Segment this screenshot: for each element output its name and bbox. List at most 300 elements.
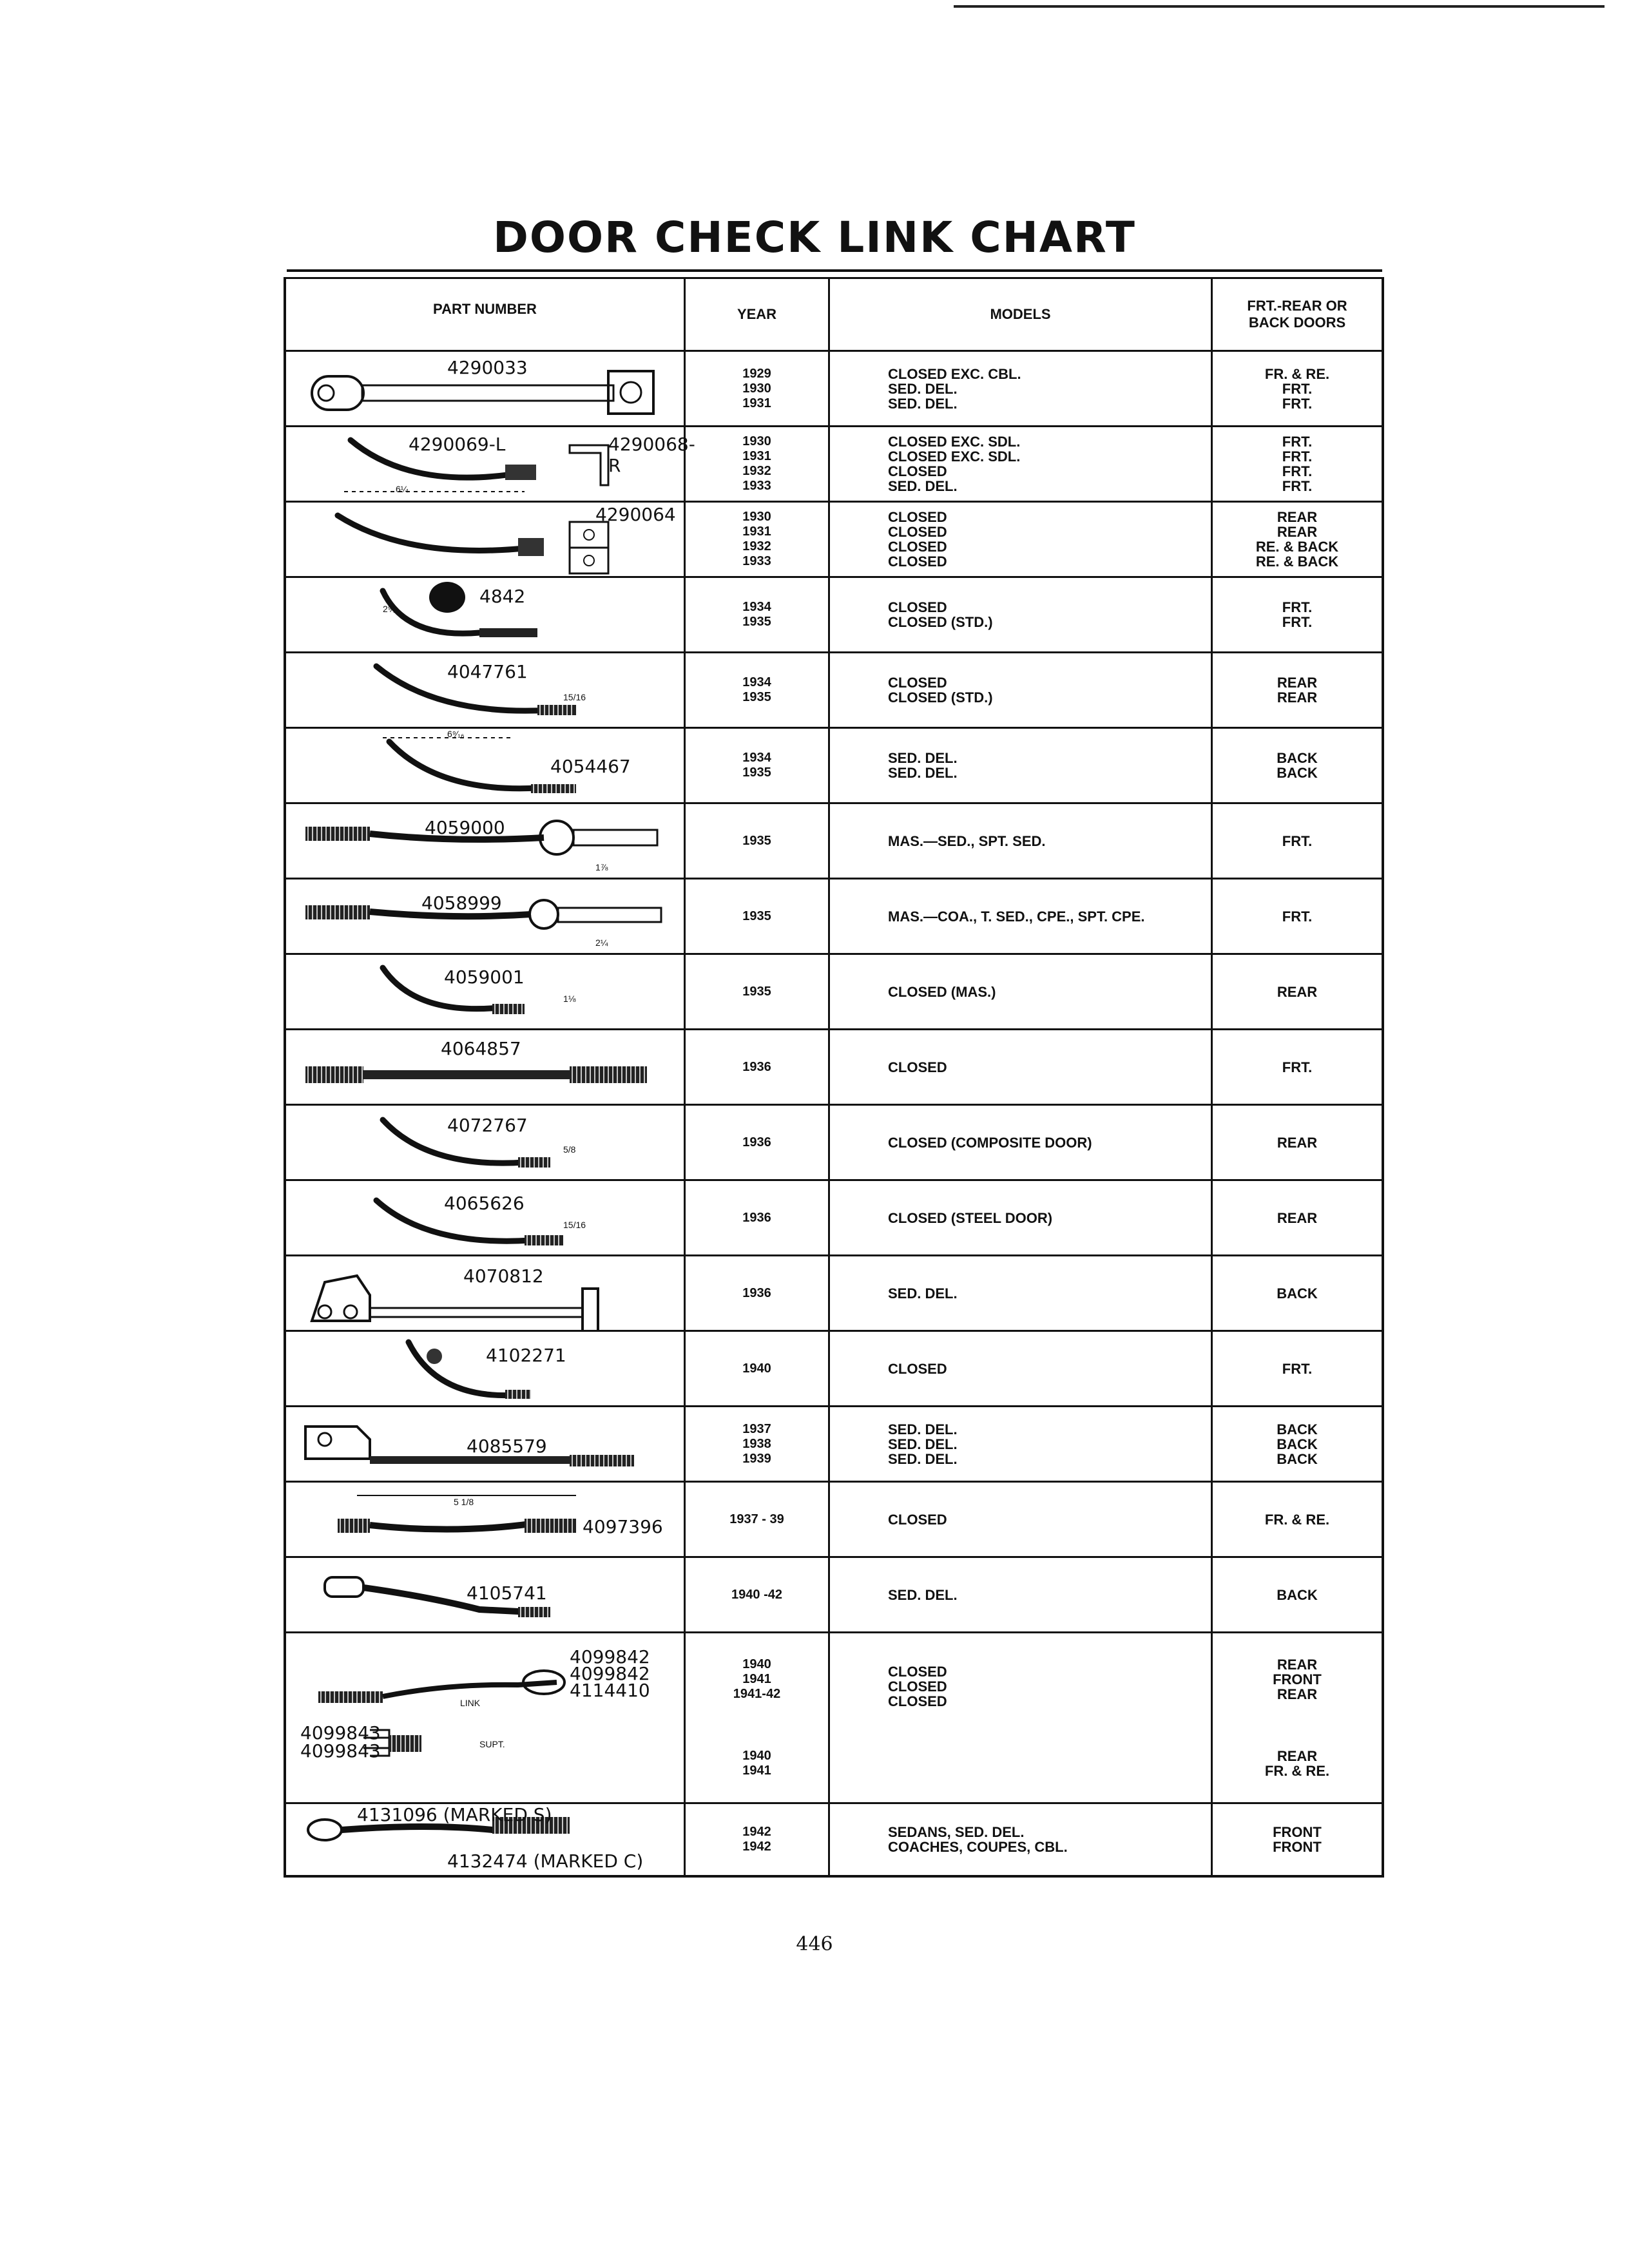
year-value: 1930 xyxy=(742,381,771,396)
models-cell xyxy=(830,352,1213,425)
doors-value: REAR xyxy=(1277,675,1318,691)
models-cell xyxy=(830,1633,1213,1802)
year-value: 1936 xyxy=(742,1285,771,1300)
model-value: CLOSED xyxy=(888,1360,947,1377)
model-value: CLOSED EXC. CBL. xyxy=(888,365,1021,382)
doors-value: BACK xyxy=(1277,1450,1318,1467)
model-value: CLOSED xyxy=(888,509,947,525)
year-value: 1934 xyxy=(742,675,771,689)
table-row xyxy=(286,878,1382,953)
part-number: 4290033 xyxy=(447,357,528,378)
top-rule xyxy=(954,5,1605,8)
doors-cell xyxy=(1213,1106,1382,1179)
part-number: 4059000 xyxy=(425,817,505,838)
year-cell xyxy=(686,1256,830,1330)
link-doors: FRONT xyxy=(1273,1671,1322,1687)
year-value: 1930 xyxy=(742,434,771,448)
model-value-stack xyxy=(830,1422,1211,1466)
model-value-stack xyxy=(830,1211,1211,1225)
part-number: 4842 xyxy=(479,586,526,607)
year-value-stack xyxy=(742,600,771,629)
header-models: MODELS xyxy=(830,279,1213,350)
doors-cell xyxy=(1213,879,1382,953)
r-bracket xyxy=(570,445,608,485)
model-value: SED. DEL. xyxy=(888,478,958,494)
part-number: 4047761 xyxy=(447,661,528,682)
link-eye xyxy=(312,376,363,410)
year-value: 1942 xyxy=(742,1840,771,1854)
part-number: 4065626 xyxy=(444,1193,525,1214)
doors-value-stack xyxy=(1277,1422,1318,1466)
model-value: MAS.—SED., SPT. SED. xyxy=(888,832,1046,849)
support-year: 1940 xyxy=(742,1749,771,1763)
model-value: SED. DEL. xyxy=(888,1450,958,1467)
part-number: 4064857 xyxy=(441,1038,521,1059)
threaded-end xyxy=(505,1390,531,1399)
table-body xyxy=(286,350,1382,1875)
year-value: 1942 xyxy=(742,1825,771,1839)
model-value: SEDANS, SED. DEL. xyxy=(888,1824,1025,1840)
table-row xyxy=(286,425,1382,501)
table-row xyxy=(286,1179,1382,1254)
model-value-stack xyxy=(830,1286,1211,1301)
year-cell xyxy=(686,804,830,878)
year-value: 1935 xyxy=(742,690,771,704)
year-value-stack xyxy=(742,675,771,705)
model-value: SED. DEL. xyxy=(888,395,958,412)
year-value-stack xyxy=(742,434,771,494)
year-value-stack xyxy=(742,1286,771,1301)
doors-value: FRT. xyxy=(1282,1059,1313,1075)
part-number: 4070812 xyxy=(463,1265,544,1287)
doors-cell xyxy=(1213,729,1382,802)
stud xyxy=(574,830,657,845)
year-cell xyxy=(686,653,830,727)
doors-value: REAR xyxy=(1277,983,1318,1000)
link-doors: REAR xyxy=(1277,1656,1318,1673)
model-value: CLOSED xyxy=(888,1511,947,1528)
table-row xyxy=(286,576,1382,651)
year-value: 1934 xyxy=(742,600,771,614)
doors-value: FR. & RE. xyxy=(1264,1511,1330,1528)
doors-value-stack xyxy=(1277,985,1317,999)
doors-value: REAR xyxy=(1277,689,1318,706)
year-value: 1935 xyxy=(742,984,771,999)
doors-value-stack xyxy=(1265,1512,1329,1527)
year-value-stack xyxy=(742,751,771,780)
models-cell xyxy=(830,578,1213,651)
year-value-stack xyxy=(742,1825,771,1854)
support-label: SUPT. xyxy=(479,1739,505,1749)
doors-value: REAR xyxy=(1277,524,1318,540)
year-cell xyxy=(686,955,830,1028)
part-drawing xyxy=(286,1332,686,1405)
year-value: 1935 xyxy=(742,833,771,848)
table-row xyxy=(286,802,1382,878)
model-value: SED. DEL. xyxy=(888,380,958,397)
year-cell xyxy=(686,578,830,651)
dimension-label: 15/16 xyxy=(563,1220,586,1230)
part-drawing xyxy=(286,879,686,953)
year-value: 1931 xyxy=(742,396,771,410)
doors-value: FRT. xyxy=(1282,434,1313,450)
part-number: 4105741 xyxy=(467,1582,547,1604)
bracket-hole xyxy=(621,382,641,403)
doors-value: BACK xyxy=(1277,765,1318,781)
table-row xyxy=(286,1556,1382,1631)
year-value: 1936 xyxy=(742,1135,771,1149)
part-number: 4290069-L xyxy=(409,434,506,455)
model-value-stack xyxy=(830,1512,1211,1527)
doors-value-stack xyxy=(1282,909,1312,924)
plate-hole xyxy=(584,530,594,540)
models-cell xyxy=(830,955,1213,1028)
table-row xyxy=(286,1254,1382,1330)
link-model: CLOSED xyxy=(888,1664,947,1680)
dimension-label: 15/16 xyxy=(563,692,586,702)
models-cell xyxy=(830,1106,1213,1179)
link-label: LINK xyxy=(460,1698,481,1708)
model-value-stack xyxy=(830,600,1211,629)
model-value: CLOSED xyxy=(888,553,947,570)
table-row xyxy=(286,953,1382,1028)
model-value: CLOSED (STEEL DOOR) xyxy=(888,1209,1053,1226)
rod-fitting xyxy=(427,1349,442,1364)
door-check-link-table xyxy=(284,277,1384,1878)
link-bar xyxy=(370,1308,583,1317)
part-number: 4054467 xyxy=(550,756,631,777)
table-row xyxy=(286,350,1382,425)
link-model-stack xyxy=(830,1664,1211,1709)
support-year: 1941 xyxy=(742,1763,771,1778)
year-value: 1935 xyxy=(742,765,771,780)
model-value: CLOSED xyxy=(888,539,947,555)
doors-value: BACK xyxy=(1277,1421,1318,1437)
part-cell xyxy=(286,879,686,953)
part-cell xyxy=(286,1558,686,1631)
year-cell xyxy=(686,1106,830,1179)
year-value: 1940 -42 xyxy=(731,1587,782,1602)
part-cell xyxy=(286,1181,686,1254)
model-value: CLOSED xyxy=(888,524,947,540)
page-title: DOOR CHECK LINK CHART xyxy=(493,213,1136,262)
dimension-label: 2¼ xyxy=(595,937,608,948)
doors-value: BACK xyxy=(1277,1586,1318,1603)
rod-body xyxy=(363,1070,576,1079)
doors-value: FRT. xyxy=(1282,448,1313,465)
model-value: CLOSED (MAS.) xyxy=(888,983,996,1000)
doors-value-stack xyxy=(1277,1588,1318,1602)
link-year-stack xyxy=(733,1657,780,1702)
models-cell xyxy=(830,1407,1213,1481)
header-year: YEAR xyxy=(686,279,830,350)
model-value-stack xyxy=(830,367,1211,411)
dimension-label: 1⅞ xyxy=(595,862,608,872)
plate-lower xyxy=(570,548,608,573)
rod-eye xyxy=(540,821,574,854)
year-value: 1938 xyxy=(742,1436,771,1451)
doors-value-stack xyxy=(1282,434,1312,494)
part-number: 4097396 xyxy=(583,1516,663,1537)
end-bracket xyxy=(583,1289,598,1330)
models-cell xyxy=(830,1558,1213,1631)
year-value: 1929 xyxy=(742,366,771,381)
link-doors: REAR xyxy=(1277,1686,1318,1702)
models-cell xyxy=(830,1483,1213,1556)
doors-value: FRT. xyxy=(1282,380,1313,397)
model-value: CLOSED EXC. SDL. xyxy=(888,434,1021,450)
doors-value: FRT. xyxy=(1282,1360,1313,1377)
link-part-number: 4114410 xyxy=(570,1680,650,1701)
model-value: SED. DEL. xyxy=(888,1421,958,1437)
year-cell xyxy=(686,427,830,501)
year-cell xyxy=(686,729,830,802)
rod-end xyxy=(479,628,537,637)
doors-value: BACK xyxy=(1277,1436,1318,1452)
check-rod xyxy=(389,742,537,789)
models-cell xyxy=(830,879,1213,953)
year-value: 1936 xyxy=(742,1210,771,1225)
doors-cell xyxy=(1213,653,1382,727)
table-row xyxy=(286,651,1382,727)
year-value: 1940 xyxy=(742,1361,771,1376)
model-value-stack xyxy=(830,751,1211,780)
doors-value-stack xyxy=(1277,751,1318,780)
doors-cell xyxy=(1213,503,1382,576)
table-row xyxy=(286,1028,1382,1104)
part-cell xyxy=(286,729,686,802)
year-value: 1933 xyxy=(742,554,771,568)
doors-cell xyxy=(1213,1256,1382,1330)
threaded-end xyxy=(537,705,576,715)
doors-cell xyxy=(1213,1558,1382,1631)
model-value-stack xyxy=(830,985,1211,999)
link-year: 1941-42 xyxy=(733,1686,781,1701)
year-value-stack xyxy=(742,1060,771,1075)
doors-value: REAR xyxy=(1277,1134,1318,1151)
link-part-number: 4099842 xyxy=(570,1663,650,1684)
doors-cell xyxy=(1213,1804,1382,1875)
dimension-label: 5 1/8 xyxy=(454,1497,474,1507)
doors-value: FRONT xyxy=(1273,1824,1322,1840)
year-value: 1933 xyxy=(742,479,771,493)
part-cell xyxy=(286,804,686,878)
doors-cell xyxy=(1213,578,1382,651)
part-number-marked-c: 4132474 (MARKED C) xyxy=(447,1850,644,1872)
doors-value-stack xyxy=(1277,1286,1318,1301)
threaded-end xyxy=(305,827,370,841)
model-groups xyxy=(830,1633,1211,1802)
year-value: 1934 xyxy=(742,751,771,765)
year-value: 1935 xyxy=(742,615,771,629)
link-part-number: 4099842 xyxy=(570,1646,650,1667)
part-number: 4059001 xyxy=(444,966,525,988)
doors-value: FRONT xyxy=(1273,1839,1322,1855)
support-year-stack xyxy=(733,1749,780,1778)
link-year: 1941 xyxy=(742,1671,771,1686)
plate-upper xyxy=(570,522,608,548)
models-cell xyxy=(830,804,1213,878)
doors-cell xyxy=(1213,1030,1382,1104)
table-row xyxy=(286,501,1382,576)
plate-hole xyxy=(344,1305,357,1318)
part-cell xyxy=(286,578,686,651)
model-value: MAS.—COA., T. SED., CPE., SPT. CPE. xyxy=(888,908,1145,925)
doors-cell xyxy=(1213,1332,1382,1405)
eye-hole xyxy=(318,385,334,401)
part-number: 4290064 xyxy=(595,504,676,525)
link-doors-stack xyxy=(1265,1657,1329,1702)
doors-cell xyxy=(1213,1483,1382,1556)
year-value: 1937 - 39 xyxy=(729,1512,784,1526)
year-value: 1939 xyxy=(742,1451,771,1466)
doors-value: FRT. xyxy=(1282,463,1313,479)
part-number: 4058999 xyxy=(421,892,502,914)
doors-value: FRT. xyxy=(1282,832,1313,849)
link-eye xyxy=(325,1577,363,1597)
doors-cell xyxy=(1213,427,1382,501)
doors-value-stack xyxy=(1277,675,1317,705)
mounting-plate xyxy=(305,1427,370,1459)
model-value-stack xyxy=(830,834,1211,849)
threaded-end xyxy=(525,1235,563,1245)
rod-body xyxy=(370,1456,576,1464)
doors-cell xyxy=(1213,1633,1382,1802)
year-value-stack xyxy=(742,510,771,569)
year-cell xyxy=(686,879,830,953)
year-value: 1931 xyxy=(742,524,771,539)
year-value-stack xyxy=(742,1422,771,1466)
support-part-number: 4099843 xyxy=(300,1722,381,1744)
model-value-stack xyxy=(830,1825,1211,1854)
model-value-stack xyxy=(830,909,1211,924)
year-value: 1932 xyxy=(742,539,771,553)
part-number: 4085579 xyxy=(467,1436,547,1457)
year-value-stack xyxy=(742,1361,771,1376)
doors-value-stack xyxy=(1277,1211,1317,1225)
header-part-number: PART NUMBER xyxy=(286,279,686,350)
year-value-stack xyxy=(742,985,771,999)
year-value: 1935 xyxy=(742,908,771,923)
model-value: CLOSED xyxy=(888,463,947,479)
link-bar xyxy=(362,385,613,401)
link-eye xyxy=(308,1820,342,1840)
models-cell xyxy=(830,1332,1213,1405)
support-doors-stack xyxy=(1265,1749,1329,1778)
model-value: SED. DEL. xyxy=(888,1436,958,1452)
dimension-label: 1⅛ xyxy=(563,994,576,1004)
models-cell xyxy=(830,1181,1213,1254)
model-value: CLOSED EXC. SDL. xyxy=(888,448,1021,465)
model-value-stack xyxy=(830,434,1211,494)
models-cell xyxy=(830,653,1213,727)
model-value: CLOSED xyxy=(888,1059,947,1075)
doors-value-stack xyxy=(1256,510,1338,569)
model-value-stack xyxy=(830,1588,1211,1602)
year-value-stack xyxy=(731,1588,782,1602)
model-value-stack xyxy=(830,1060,1211,1075)
dimension-label: 6¼ xyxy=(396,484,409,494)
link-model: CLOSED xyxy=(888,1693,947,1710)
year-value-stack xyxy=(742,1135,771,1150)
year-cell xyxy=(686,352,830,425)
model-value-stack xyxy=(830,510,1211,569)
doors-value: RE. & BACK xyxy=(1255,539,1339,555)
dimension-label: 2⁹⁄₁₆ xyxy=(383,604,400,614)
doors-value: BACK xyxy=(1277,1285,1318,1302)
model-value: CLOSED xyxy=(888,599,947,615)
year-value-stack xyxy=(742,367,771,411)
mounting-plate xyxy=(312,1276,370,1321)
part-cell xyxy=(286,955,686,1028)
part-cell xyxy=(286,1804,686,1875)
model-value-stack xyxy=(830,675,1211,705)
check-rod xyxy=(338,515,531,550)
doors-value: BACK xyxy=(1277,750,1318,766)
year-value: 1931 xyxy=(742,449,771,463)
model-value: CLOSED (COMPOSITE DOOR) xyxy=(888,1134,1092,1151)
doors-value: FRT. xyxy=(1282,395,1313,412)
year-cell xyxy=(686,1030,830,1104)
doors-value: FR. & RE. xyxy=(1264,365,1330,382)
table-row xyxy=(286,1481,1382,1556)
model-value: SED. DEL. xyxy=(888,765,958,781)
models-cell xyxy=(830,427,1213,501)
threaded-end xyxy=(570,1455,634,1466)
table-row-link-support xyxy=(286,1631,1382,1802)
part-number: 4102271 xyxy=(486,1345,566,1366)
table-row xyxy=(286,1330,1382,1405)
support-part-number: 4099843 xyxy=(300,1740,381,1762)
rubber-bumper xyxy=(429,582,465,613)
models-cell xyxy=(830,503,1213,576)
year-cell xyxy=(686,1407,830,1481)
support-doors: REAR xyxy=(1277,1748,1318,1765)
model-value: SED. DEL. xyxy=(888,1285,958,1302)
doors-value-stack xyxy=(1277,1135,1317,1150)
doors-value: FRT. xyxy=(1282,614,1313,630)
model-value: CLOSED xyxy=(888,675,947,691)
rod-fitting xyxy=(505,465,536,480)
doors-value: FRT. xyxy=(1282,599,1313,615)
doors-groups xyxy=(1265,1633,1329,1802)
plate-hole xyxy=(318,1433,331,1446)
link-rod xyxy=(383,1682,557,1696)
stud xyxy=(558,908,661,922)
doors-value-stack xyxy=(1273,1825,1322,1854)
year-value-stack xyxy=(742,834,771,849)
part-drawing xyxy=(286,804,686,878)
year-value-stack xyxy=(729,1512,784,1527)
model-value: CLOSED (STD.) xyxy=(888,614,993,630)
page-number: 446 xyxy=(796,1933,833,1956)
table-row-last xyxy=(286,1802,1382,1875)
year-value: 1930 xyxy=(742,510,771,524)
doors-cell xyxy=(1213,1181,1382,1254)
part-cell xyxy=(286,1483,686,1556)
part-cell xyxy=(286,1633,686,1802)
part-cell xyxy=(286,1332,686,1405)
rod-fitting xyxy=(518,538,544,556)
doors-value: FRT. xyxy=(1282,908,1313,925)
plate-hole xyxy=(318,1305,331,1318)
part-cell xyxy=(286,352,686,425)
plate-hole xyxy=(584,555,594,566)
link-model: CLOSED xyxy=(888,1678,947,1695)
part-cell xyxy=(286,503,686,576)
year-cell xyxy=(686,1332,830,1405)
year-value: 1937 xyxy=(742,1421,771,1436)
